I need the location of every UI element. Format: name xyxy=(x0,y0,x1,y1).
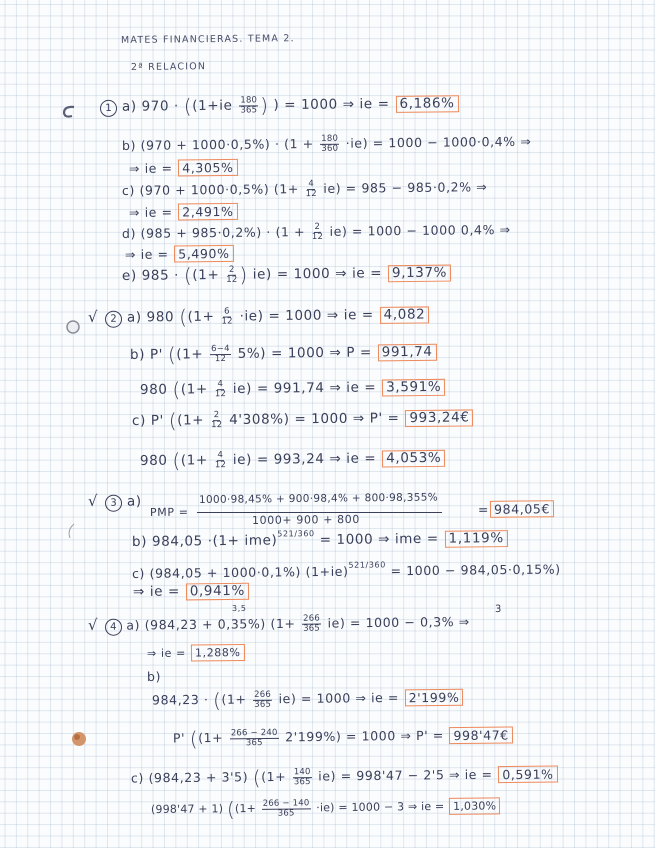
problem-number: 2 xyxy=(105,311,122,328)
fraction: $\frac{180}{365}$ xyxy=(240,94,258,116)
problem-4-b-label: b) xyxy=(146,668,162,684)
problem-2-row-c2: 980 ((1+ $\frac{4}{12}$ ie) = 993,24 ⇒ ie = 4,053% xyxy=(140,446,447,473)
problem-2-row-c: c) P' ((1+ $\frac{2}{12}$ 4'308%) = 1000 ⇒ P' = 993,24€ xyxy=(132,405,475,433)
pmp-denominator: 1000+ 900 + 800 xyxy=(251,512,360,527)
problem-number: 1 xyxy=(100,100,117,117)
check-mark-icon: √ xyxy=(87,615,99,634)
answer-box: 9,137% xyxy=(388,265,451,283)
problem-4-row-b2: P' ((1+ $\frac{266 - 240}{365}$ 2'199%) = 1000 ⇒ P' = 998'47€ xyxy=(173,723,514,751)
problem-number: 3 xyxy=(105,495,122,512)
answer-box: 2'199% xyxy=(405,688,464,706)
problem-1-row-b-result: ⇒ ie = 4,305% xyxy=(129,159,239,177)
check-mark-icon: √ xyxy=(87,307,99,326)
problem-1-row-b: b) (970 + 1000·0,5%) · (1 + $\frac{180}{360}$ ·ie) = 1000 − 1000·0,4% ⇒ xyxy=(121,133,532,154)
pmp-numerator: 1000·98,45% + 900·98,4% + 800·98,355% xyxy=(198,491,439,506)
problem-4-row-b: 984,23 · ((1+ $\frac{266}{365}$ ie) = 1000 ⇒ ie = 2'199% xyxy=(152,686,465,713)
problem-4-row-c: c) (984,23 + 3'5) ((1+ $\frac{140}{365}$ ie) = 998'47 − 2'5 ⇒ ie = 0,591% xyxy=(131,763,559,791)
pmp-result: = 984,05€ xyxy=(478,500,555,518)
margin-circle-mark xyxy=(64,318,82,336)
overwrite-note: 3,5 xyxy=(231,603,247,613)
answer-box: 1,119% xyxy=(445,530,508,548)
problem-3-label: √ 3 a) xyxy=(87,491,142,510)
answer-box: 0,591% xyxy=(498,765,557,783)
answer-box: 4,053% xyxy=(382,450,445,468)
problem-3-row-b: b) 984,05 ·(1+ ime)$^{521/360}$ = 1000 ⇒ ime = 1,119% xyxy=(132,527,509,551)
problem-4-row-a: √ 4 a) (984,23 + 0,35%) (1+ $\frac{266}{365}$ ie) = 1000 − 0,3% ⇒ xyxy=(87,613,470,634)
problem-1-row-e: e) 985 · ((1+ $\frac{2}{12}$ ) ie) = 1000 ⇒ ie = 9,137% xyxy=(122,261,452,288)
answer-box: 2,491% xyxy=(178,203,237,221)
page-subtitle: 2ª RELACION xyxy=(130,61,207,73)
problem-2-row-a: √ 2 a) 980 ((1+ $\frac{6}{12}$ ·ie) = 1000 ⇒ ie = 4,082 xyxy=(88,302,431,330)
problem-4-row-a-result: ⇒ ie = 1,288% xyxy=(147,644,246,662)
answer-box: 998'47€ xyxy=(449,726,513,744)
overwrite-note-2: 3 xyxy=(494,603,503,615)
page-title: MATES FINANCIERAS. TEMA 2. xyxy=(120,33,295,46)
problem-4-row-c2: (998'47 + 1) ((1+ $\frac{266 - 140}{365}$ ·ie) = 1000 − 3 ⇒ ie = 1,030% xyxy=(151,794,501,822)
answer-box: 3,591% xyxy=(382,379,445,397)
problem-1-row-d: d) (985 + 985·0,2%) · (1 + $\frac{2}{12}$ ie) = 1000 − 1000 0,4% ⇒ xyxy=(121,221,511,243)
problem-1-row-a: 1 a) 970 · ((1+ie $\frac{180}{365}$ ) ) = 1000 ⇒ ie = 6,186% xyxy=(100,91,460,119)
pmp-label: PMP = xyxy=(149,505,189,519)
problem-number: 4 xyxy=(105,619,122,636)
answer-box: 984,05€ xyxy=(490,500,554,518)
problem-3-row-c-result: ⇒ ie = 0,941% xyxy=(133,583,250,601)
answer-box: 1,288% xyxy=(191,644,245,662)
problem-3-row-c: c) (984,05 + 1000·0,1%) $(1+ie)^{521/360} = 1000 - 984,05\cdot 0,15\%$) xyxy=(131,560,561,581)
answer-box: 0,941% xyxy=(186,583,249,601)
answer-box: 1,030% xyxy=(449,797,500,815)
answer-box: 5,490% xyxy=(174,245,233,263)
problem-2-row-b2: 980 ((1+ $\frac{4}{12}$ ie) = 991,74 ⇒ ie = 3,591% xyxy=(140,375,447,402)
margin-pen-mark xyxy=(60,104,78,120)
check-mark-icon: √ xyxy=(87,491,99,510)
answer-box: 4,305% xyxy=(178,159,237,177)
answer-box: 991,74 xyxy=(378,344,437,362)
margin-tick-mark xyxy=(64,522,78,540)
answer-box: 993,24€ xyxy=(405,409,473,427)
problem-1-row-c-result: ⇒ ie = 2,491% xyxy=(129,203,239,221)
problem-1-row-c: c) (970 + 1000·0,5%) (1+ $\frac{4}{12}$ ie) = 985 − 985·0,2% ⇒ xyxy=(121,178,488,200)
problem-1-row-d-result: ⇒ ie = 5,490% xyxy=(125,245,235,263)
problem-2-row-b: b) P' ((1+ $\frac{6-4}{12}$ 5%) = 1000 ⇒ P = 991,74 xyxy=(130,340,438,367)
answer-box: 4,082 xyxy=(380,306,430,324)
answer-box: 6,186% xyxy=(395,95,458,113)
margin-blot-mark xyxy=(70,730,88,748)
